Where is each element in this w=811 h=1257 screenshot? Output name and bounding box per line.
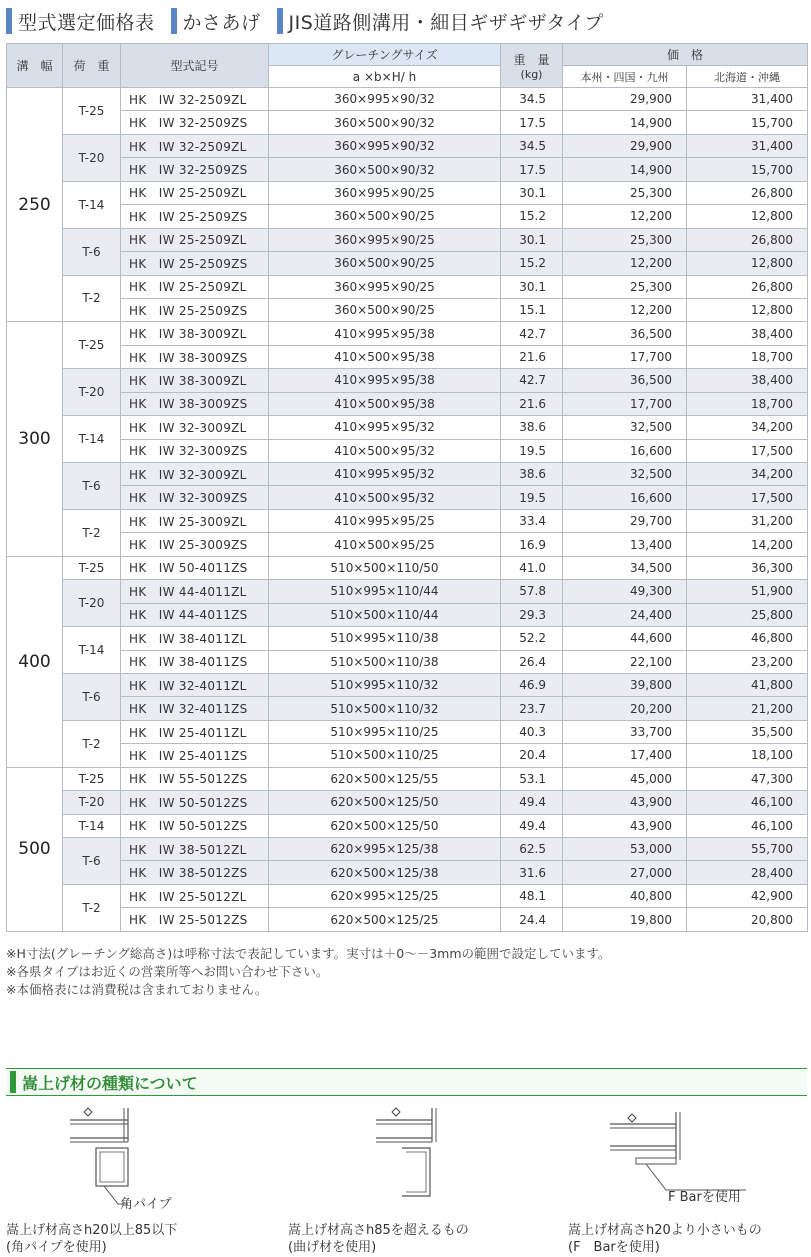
model-cell: HK IW 32-2509ZS xyxy=(121,158,269,181)
section-title: 嵩上げ材の種類について xyxy=(22,1073,198,1093)
header-accent-bar xyxy=(171,8,177,34)
price-north-cell: 31,400 xyxy=(687,88,808,111)
price-north-cell: 55,700 xyxy=(687,838,808,861)
model-cell: HK IW 38-3009ZS xyxy=(121,392,269,415)
price-north-cell: 15,700 xyxy=(687,111,808,134)
header-weight-unit: (kg) xyxy=(520,67,543,81)
table-row xyxy=(7,345,808,368)
price-main-cell: 12,200 xyxy=(563,252,687,275)
table-row xyxy=(7,861,808,884)
header-segment-2 xyxy=(171,8,261,35)
price-north-cell: 23,200 xyxy=(687,650,808,673)
price-north-cell: 12,800 xyxy=(687,298,808,321)
model-cell: HK IW 25-2509ZS xyxy=(121,252,269,275)
table-row xyxy=(7,134,808,157)
weight-cell: 30.1 xyxy=(501,275,563,298)
weight-cell: 30.1 xyxy=(501,181,563,204)
size-cell: 360×995×90/25 xyxy=(269,181,501,204)
header-width: 溝 幅 xyxy=(7,44,63,88)
size-cell: 410×995×95/32 xyxy=(269,416,501,439)
weight-cell: 33.4 xyxy=(501,509,563,532)
price-main-cell: 17,400 xyxy=(563,744,687,767)
diagram-label: 角パイプ xyxy=(120,1197,172,1212)
model-cell: HK IW 32-3009ZS xyxy=(121,486,269,509)
size-cell: 360×995×90/25 xyxy=(269,275,501,298)
weight-cell: 34.5 xyxy=(501,134,563,157)
price-north-cell: 25,800 xyxy=(687,603,808,626)
table-row xyxy=(7,392,808,415)
weight-cell: 16.9 xyxy=(501,533,563,556)
weight-cell: 49.4 xyxy=(501,791,563,814)
size-cell: 360×500×90/25 xyxy=(269,252,501,275)
model-cell: HK IW 50-4011ZS xyxy=(121,556,269,579)
table-row xyxy=(7,205,808,228)
price-north-cell: 34,200 xyxy=(687,416,808,439)
model-cell: HK IW 38-3009ZS xyxy=(121,345,269,368)
price-north-cell: 20,800 xyxy=(687,908,808,931)
model-cell: HK IW 44-4011ZL xyxy=(121,580,269,603)
size-cell: 510×500×110/38 xyxy=(269,650,501,673)
load-cell: T-2 xyxy=(63,884,121,931)
price-north-cell: 47,300 xyxy=(687,767,808,790)
size-cell: 410×995×95/38 xyxy=(269,322,501,345)
load-cell: T-20 xyxy=(63,791,121,814)
weight-cell: 15.2 xyxy=(501,205,563,228)
size-cell: 360×500×90/32 xyxy=(269,158,501,181)
weight-cell: 24.4 xyxy=(501,908,563,931)
model-cell: HK IW 25-2509ZL xyxy=(121,228,269,251)
weight-cell: 38.6 xyxy=(501,416,563,439)
size-cell: 410×500×95/38 xyxy=(269,345,501,368)
price-main-cell: 33,700 xyxy=(563,720,687,743)
size-cell: 360×500×90/25 xyxy=(269,205,501,228)
size-cell: 360×995×90/25 xyxy=(269,228,501,251)
price-main-cell: 14,900 xyxy=(563,111,687,134)
weight-cell: 19.5 xyxy=(501,439,563,462)
price-main-cell: 40,800 xyxy=(563,884,687,907)
size-cell: 620×500×125/38 xyxy=(269,861,501,884)
load-cell: T-25 xyxy=(63,88,121,135)
diagram-caption xyxy=(568,1222,762,1256)
caption-line-2: (曲げ材を使用) xyxy=(288,1240,377,1255)
price-main-cell: 32,500 xyxy=(563,416,687,439)
table-row xyxy=(7,697,808,720)
model-cell: HK IW 25-2509ZL xyxy=(121,181,269,204)
price-north-cell: 12,800 xyxy=(687,252,808,275)
price-north-cell: 17,500 xyxy=(687,439,808,462)
weight-cell: 26.4 xyxy=(501,650,563,673)
size-cell: 510×995×110/25 xyxy=(269,720,501,743)
model-cell: HK IW 25-3009ZS xyxy=(121,533,269,556)
price-main-cell: 39,800 xyxy=(563,673,687,696)
table-row xyxy=(7,298,808,321)
load-cell: T-20 xyxy=(63,134,121,181)
header-accent-bar xyxy=(6,8,12,34)
table-row xyxy=(7,369,808,392)
model-cell: HK IW 50-5012ZS xyxy=(121,814,269,837)
weight-cell: 21.6 xyxy=(501,392,563,415)
model-cell: HK IW 32-2509ZL xyxy=(121,134,269,157)
diagram-caption xyxy=(6,1222,177,1256)
load-cell: T-14 xyxy=(63,627,121,674)
price-north-cell: 18,100 xyxy=(687,744,808,767)
caption-line-1: 嵩上げ材高さh20より小さいもの xyxy=(568,1223,762,1238)
price-north-cell: 31,400 xyxy=(687,134,808,157)
table-row xyxy=(7,720,808,743)
load-cell: T-25 xyxy=(63,556,121,579)
size-cell: 360×500×90/32 xyxy=(269,111,501,134)
price-table xyxy=(6,43,808,932)
weight-cell: 34.5 xyxy=(501,88,563,111)
price-north-cell: 15,700 xyxy=(687,158,808,181)
price-north-cell: 41,800 xyxy=(687,673,808,696)
model-cell: HK IW 38-4011ZL xyxy=(121,627,269,650)
table-row xyxy=(7,908,808,931)
size-cell: 360×500×90/25 xyxy=(269,298,501,321)
price-main-cell: 17,700 xyxy=(563,392,687,415)
price-north-cell: 14,200 xyxy=(687,533,808,556)
load-cell: T-25 xyxy=(63,767,121,790)
price-north-cell: 12,800 xyxy=(687,205,808,228)
price-north-cell: 26,800 xyxy=(687,181,808,204)
load-cell: T-6 xyxy=(63,463,121,510)
price-main-cell: 45,000 xyxy=(563,767,687,790)
price-north-cell: 46,800 xyxy=(687,627,808,650)
model-cell: HK IW 32-2509ZL xyxy=(121,88,269,111)
header-price: 価 格 xyxy=(563,44,808,66)
table-row xyxy=(7,603,808,626)
weight-cell: 40.3 xyxy=(501,720,563,743)
weight-cell: 30.1 xyxy=(501,228,563,251)
model-cell: HK IW 32-3009ZL xyxy=(121,463,269,486)
width-cell: 300 xyxy=(7,322,63,556)
size-cell: 620×500×125/50 xyxy=(269,791,501,814)
load-cell: T-2 xyxy=(63,509,121,556)
table-row xyxy=(7,252,808,275)
price-main-cell: 29,700 xyxy=(563,509,687,532)
price-main-cell: 49,300 xyxy=(563,580,687,603)
price-north-cell: 28,400 xyxy=(687,861,808,884)
weight-cell: 57.8 xyxy=(501,580,563,603)
price-north-cell: 18,700 xyxy=(687,392,808,415)
weight-cell: 46.9 xyxy=(501,673,563,696)
weight-cell: 52.2 xyxy=(501,627,563,650)
load-cell: T-6 xyxy=(63,838,121,885)
price-main-cell: 16,600 xyxy=(563,439,687,462)
load-cell: T-2 xyxy=(63,275,121,322)
price-main-cell: 29,900 xyxy=(563,134,687,157)
price-main-cell: 29,900 xyxy=(563,88,687,111)
size-cell: 410×500×95/32 xyxy=(269,486,501,509)
weight-cell: 41.0 xyxy=(501,556,563,579)
model-cell: HK IW 32-3009ZL xyxy=(121,416,269,439)
model-cell: HK IW 25-5012ZS xyxy=(121,908,269,931)
caption-line-1: 嵩上げ材高さh20以上85以下 xyxy=(6,1223,178,1238)
header-title-2: かさあげ xyxy=(182,11,261,34)
table-row xyxy=(7,791,808,814)
price-main-cell: 12,200 xyxy=(563,298,687,321)
load-cell: T-14 xyxy=(63,416,121,463)
notes xyxy=(6,945,611,999)
model-cell: HK IW 38-5012ZL xyxy=(121,838,269,861)
load-cell: T-6 xyxy=(63,228,121,275)
table-row xyxy=(7,533,808,556)
size-cell: 620×500×125/55 xyxy=(269,767,501,790)
weight-cell: 23.7 xyxy=(501,697,563,720)
header-grating-size: グレーチングサイズ xyxy=(269,44,501,66)
price-main-cell: 32,500 xyxy=(563,463,687,486)
width-cell: 500 xyxy=(7,767,63,931)
price-main-cell: 17,700 xyxy=(563,345,687,368)
model-cell: HK IW 25-5012ZL xyxy=(121,884,269,907)
section-heading xyxy=(6,1068,807,1096)
table-row xyxy=(7,88,808,111)
price-main-cell: 19,800 xyxy=(563,908,687,931)
weight-cell: 62.5 xyxy=(501,838,563,861)
price-north-cell: 17,500 xyxy=(687,486,808,509)
table-row xyxy=(7,509,808,532)
weight-cell: 19.5 xyxy=(501,486,563,509)
table-row xyxy=(7,580,808,603)
price-main-cell: 36,500 xyxy=(563,369,687,392)
price-main-cell: 43,900 xyxy=(563,791,687,814)
load-cell: T-14 xyxy=(63,814,121,837)
table-row xyxy=(7,111,808,134)
price-north-cell: 34,200 xyxy=(687,463,808,486)
size-cell: 410×500×95/38 xyxy=(269,392,501,415)
caption-line-2: (角パイプを使用) xyxy=(6,1240,107,1255)
size-cell: 510×500×110/44 xyxy=(269,603,501,626)
weight-cell: 21.6 xyxy=(501,345,563,368)
header-weight xyxy=(501,44,563,88)
table-row xyxy=(7,814,808,837)
table-row xyxy=(7,158,808,181)
header-price-main: 本州・四国・九州 xyxy=(563,66,687,88)
price-main-cell: 12,200 xyxy=(563,205,687,228)
price-north-cell: 35,500 xyxy=(687,720,808,743)
size-cell: 510×995×110/32 xyxy=(269,673,501,696)
width-cell: 400 xyxy=(7,556,63,767)
size-cell: 510×500×110/25 xyxy=(269,744,501,767)
model-cell: HK IW 25-2509ZL xyxy=(121,275,269,298)
load-cell: T-6 xyxy=(63,673,121,720)
table-row xyxy=(7,228,808,251)
weight-cell: 49.4 xyxy=(501,814,563,837)
size-cell: 510×995×110/44 xyxy=(269,580,501,603)
size-cell: 410×995×95/32 xyxy=(269,463,501,486)
model-cell: HK IW 44-4011ZS xyxy=(121,603,269,626)
header-load: 荷 重 xyxy=(63,44,121,88)
weight-cell: 42.7 xyxy=(501,369,563,392)
price-main-cell: 34,500 xyxy=(563,556,687,579)
model-cell: HK IW 38-5012ZS xyxy=(121,861,269,884)
price-north-cell: 18,700 xyxy=(687,345,808,368)
price-main-cell: 16,600 xyxy=(563,486,687,509)
price-main-cell: 44,600 xyxy=(563,627,687,650)
model-cell: HK IW 38-3009ZL xyxy=(121,322,269,345)
price-main-cell: 13,400 xyxy=(563,533,687,556)
header-segment-1 xyxy=(6,8,155,35)
model-cell: HK IW 32-4011ZS xyxy=(121,697,269,720)
price-main-cell: 25,300 xyxy=(563,275,687,298)
model-cell: HK IW 32-4011ZL xyxy=(121,673,269,696)
weight-cell: 53.1 xyxy=(501,767,563,790)
size-cell: 620×500×125/50 xyxy=(269,814,501,837)
load-cell: T-20 xyxy=(63,580,121,627)
weight-cell: 42.7 xyxy=(501,322,563,345)
size-cell: 410×500×95/32 xyxy=(269,439,501,462)
diagram-label: F Barを使用 xyxy=(668,1190,741,1205)
size-cell: 620×995×125/25 xyxy=(269,884,501,907)
price-main-cell: 20,200 xyxy=(563,697,687,720)
price-main-cell: 27,000 xyxy=(563,861,687,884)
price-north-cell: 26,800 xyxy=(687,228,808,251)
caption-line-1: 嵩上げ材高さh85を超えるもの xyxy=(288,1223,469,1238)
model-cell: HK IW 38-4011ZS xyxy=(121,650,269,673)
size-cell: 360×995×90/32 xyxy=(269,88,501,111)
header-accent-bar xyxy=(277,8,283,34)
model-cell: HK IW 50-5012ZS xyxy=(121,791,269,814)
table-row xyxy=(7,181,808,204)
model-cell: HK IW 25-4011ZL xyxy=(121,720,269,743)
size-cell: 620×995×125/38 xyxy=(269,838,501,861)
table-row xyxy=(7,838,808,861)
page-header xyxy=(6,6,620,36)
table-row xyxy=(7,439,808,462)
price-main-cell: 36,500 xyxy=(563,322,687,345)
load-cell: T-2 xyxy=(63,720,121,767)
table-row xyxy=(7,627,808,650)
table-row xyxy=(7,463,808,486)
weight-cell: 31.6 xyxy=(501,861,563,884)
size-cell: 410×995×95/38 xyxy=(269,369,501,392)
price-north-cell: 31,200 xyxy=(687,509,808,532)
weight-cell: 17.5 xyxy=(501,111,563,134)
price-north-cell: 46,100 xyxy=(687,814,808,837)
header-weight-label: 重 量 xyxy=(513,52,550,67)
table-row xyxy=(7,673,808,696)
size-cell: 620×500×125/25 xyxy=(269,908,501,931)
price-north-cell: 21,200 xyxy=(687,697,808,720)
price-north-cell: 38,400 xyxy=(687,322,808,345)
model-cell: HK IW 32-2509ZS xyxy=(121,111,269,134)
model-cell: HK IW 25-3009ZL xyxy=(121,509,269,532)
price-north-cell: 36,300 xyxy=(687,556,808,579)
model-cell: HK IW 25-2509ZS xyxy=(121,298,269,321)
price-main-cell: 22,100 xyxy=(563,650,687,673)
model-cell: HK IW 55-5012ZS xyxy=(121,767,269,790)
price-north-cell: 38,400 xyxy=(687,369,808,392)
header-price-north: 北海道・沖縄 xyxy=(687,66,808,88)
f-bar-diagram xyxy=(606,1102,766,1202)
table-row xyxy=(7,416,808,439)
header-grating-sub: a ×b×H/ h xyxy=(269,66,501,88)
diagram-caption xyxy=(288,1222,469,1256)
price-main-cell: 24,400 xyxy=(563,603,687,626)
price-main-cell: 25,300 xyxy=(563,228,687,251)
weight-cell: 17.5 xyxy=(501,158,563,181)
size-cell: 360×995×90/32 xyxy=(269,134,501,157)
size-cell: 410×500×95/25 xyxy=(269,533,501,556)
price-north-cell: 51,900 xyxy=(687,580,808,603)
table-row xyxy=(7,767,808,790)
model-cell: HK IW 25-4011ZS xyxy=(121,744,269,767)
weight-cell: 20.4 xyxy=(501,744,563,767)
load-cell: T-20 xyxy=(63,369,121,416)
note-line: ※本価格表には消費税は含まれておりません。 xyxy=(6,982,268,997)
price-main-cell: 53,000 xyxy=(563,838,687,861)
header-model: 型式記号 xyxy=(121,44,269,88)
note-line: ※各県タイプはお近くの営業所等へお問い合わせ下さい。 xyxy=(6,964,329,979)
weight-cell: 29.3 xyxy=(501,603,563,626)
weight-cell: 15.1 xyxy=(501,298,563,321)
price-main-cell: 43,900 xyxy=(563,814,687,837)
weight-cell: 48.1 xyxy=(501,884,563,907)
header-title-1: 型式選定価格表 xyxy=(18,11,155,34)
price-north-cell: 42,900 xyxy=(687,884,808,907)
load-cell: T-25 xyxy=(63,322,121,369)
table-row xyxy=(7,486,808,509)
table-row xyxy=(7,744,808,767)
table-row xyxy=(7,556,808,579)
caption-line-2: (F Barを使用) xyxy=(568,1240,660,1255)
weight-cell: 38.6 xyxy=(501,463,563,486)
bent-plate-diagram xyxy=(372,1102,452,1202)
price-main-cell: 25,300 xyxy=(563,181,687,204)
model-cell: HK IW 25-2509ZS xyxy=(121,205,269,228)
size-cell: 510×995×110/38 xyxy=(269,627,501,650)
table-row xyxy=(7,275,808,298)
weight-cell: 15.2 xyxy=(501,252,563,275)
model-cell: HK IW 32-3009ZS xyxy=(121,439,269,462)
note-line: ※H寸法(グレーチング総高さ)は呼称寸法で表記しています。実寸は＋0〜－3mmの範囲で設定しています。 xyxy=(6,946,611,961)
section-accent-bar xyxy=(10,1071,16,1093)
price-main-cell: 14,900 xyxy=(563,158,687,181)
table-row xyxy=(7,650,808,673)
size-cell: 510×500×110/50 xyxy=(269,556,501,579)
price-north-cell: 46,100 xyxy=(687,791,808,814)
table-row xyxy=(7,322,808,345)
price-north-cell: 26,800 xyxy=(687,275,808,298)
model-cell: HK IW 38-3009ZL xyxy=(121,369,269,392)
width-cell: 250 xyxy=(7,88,63,322)
size-cell: 410×995×95/25 xyxy=(269,509,501,532)
header-segment-3 xyxy=(277,8,604,35)
header-title-3: JIS道路側溝用・細目ギザギザタイプ xyxy=(288,11,604,34)
table-row xyxy=(7,884,808,907)
load-cell: T-14 xyxy=(63,181,121,228)
size-cell: 510×500×110/32 xyxy=(269,697,501,720)
